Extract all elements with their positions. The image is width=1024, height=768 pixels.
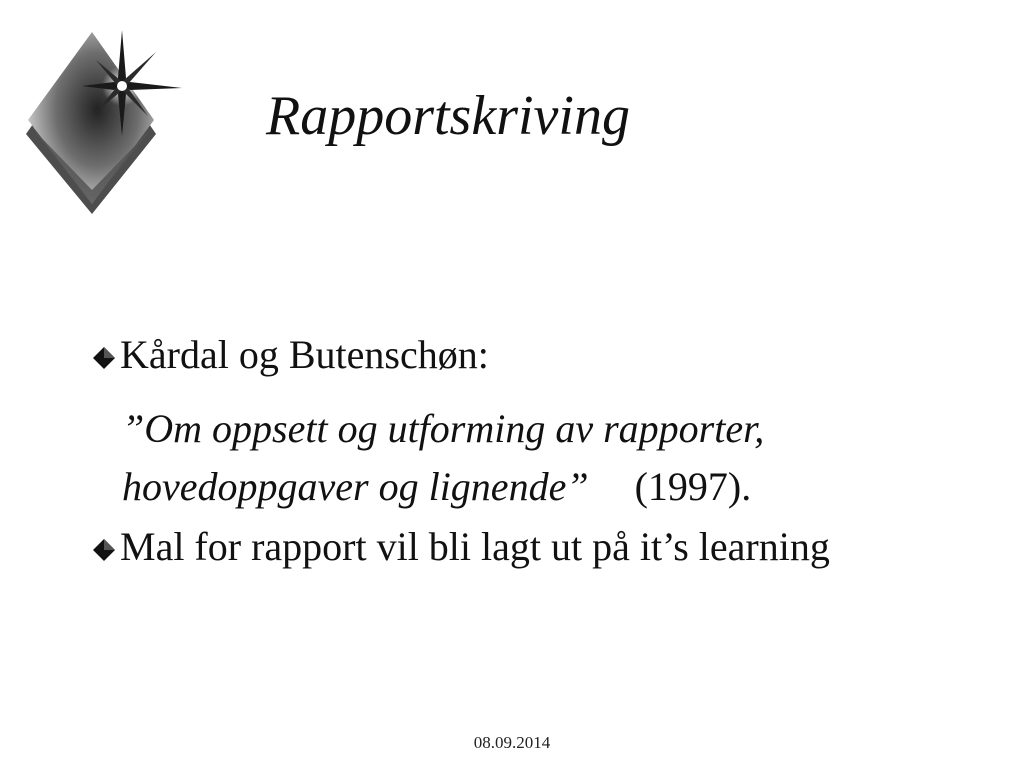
citation-title-line-2: hovedoppgaver og lignende” xyxy=(122,464,589,509)
bullet-text: Kårdal og Butenschøn: xyxy=(120,332,489,377)
citation-year: (1997). xyxy=(634,464,752,509)
diamond-bullet-icon xyxy=(90,524,120,564)
diamond-bullet-icon xyxy=(90,332,120,372)
footer-date: 08.09.2014 xyxy=(473,733,551,752)
citation-block xyxy=(122,400,764,516)
citation-line-2 xyxy=(122,458,764,516)
citation-title-line-1: ”Om oppsett og utforming av rapporter, xyxy=(122,406,765,451)
bullet-item xyxy=(90,332,489,378)
diamond-star-icon xyxy=(22,28,188,218)
bullet-text: Mal for rapport vil bli lagt ut på it’s learning xyxy=(120,524,830,569)
bullet-item xyxy=(90,524,910,570)
slide-title: Rapportskriving xyxy=(266,85,630,147)
